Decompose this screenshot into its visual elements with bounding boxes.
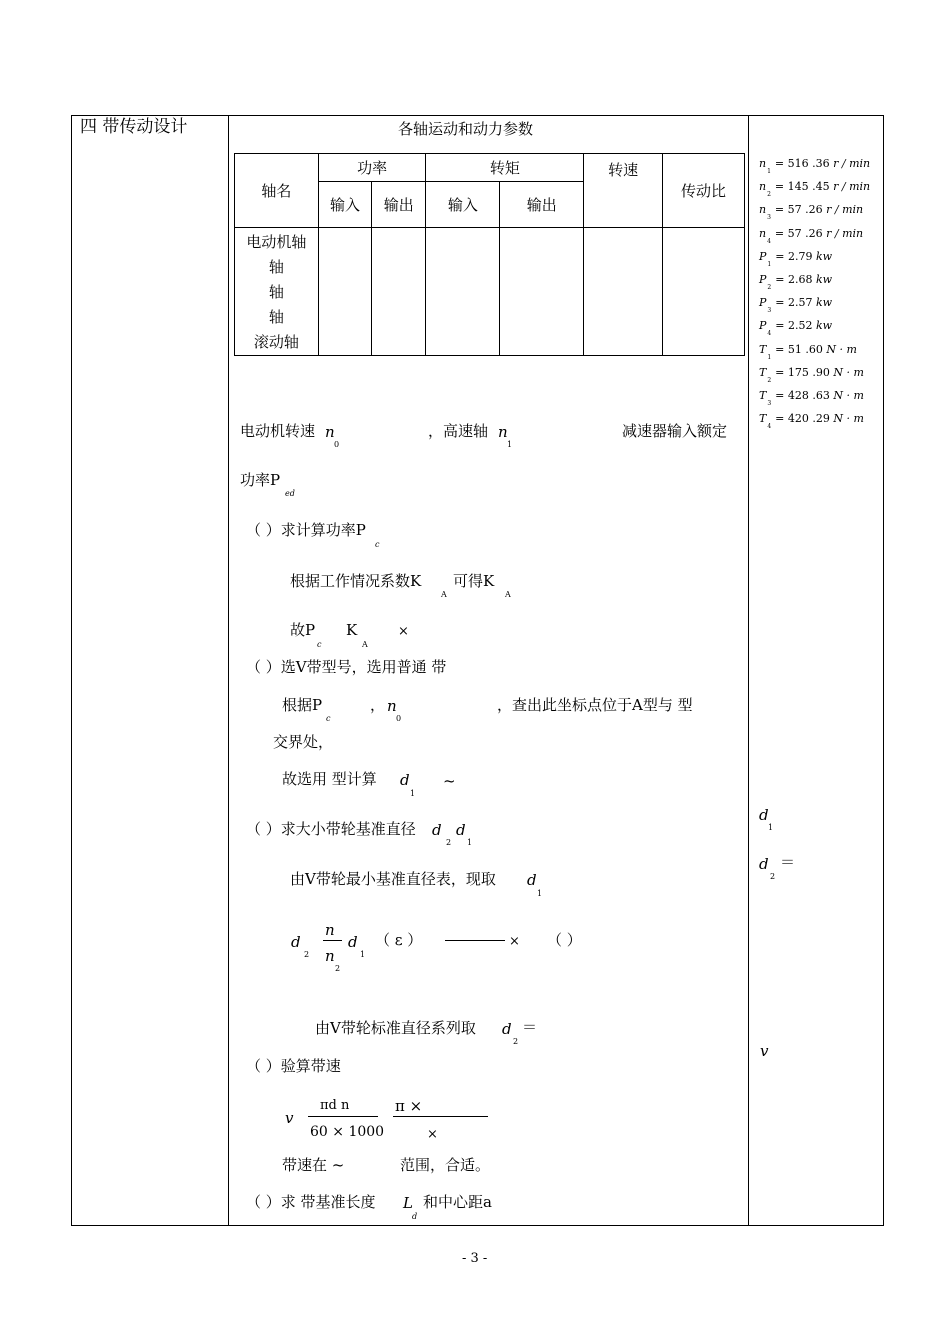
result-unit: N · m [833, 412, 864, 426]
result-unit: kw [815, 319, 833, 333]
fraction-bar [393, 1116, 488, 1117]
header-torque-in: 输入 [426, 182, 500, 228]
step-4-a2: 范围，合适。 [400, 1156, 491, 1174]
subscript: 2 [446, 838, 452, 847]
result-row [759, 157, 871, 175]
symbol-n: n [325, 947, 335, 965]
result-row [759, 342, 857, 361]
table-cell [318, 228, 371, 356]
result-subscript: 4 [767, 423, 772, 431]
subscript: ed [285, 489, 295, 498]
header-power-in: 输入 [318, 182, 371, 228]
result-value: = 51 .60 [775, 342, 827, 356]
header-axis: 轴名 [235, 154, 319, 228]
step-1: （ ）求计算功率P [246, 521, 366, 539]
symbol-d: d [432, 821, 442, 839]
axis-name-cell [235, 228, 319, 356]
result-value: = 2.52 [775, 319, 816, 333]
formula-paren: （ ） [547, 931, 582, 949]
result-subscript: 2 [767, 376, 772, 384]
step-2-a: 根据P [282, 696, 323, 714]
symbol-n: n [325, 921, 335, 939]
step-2: （ ）选V带型号，选用普通 带 [246, 658, 447, 676]
step-2-a3: ，查出此坐标点位于A型与 型 [497, 696, 693, 714]
subscript: 2 [304, 950, 310, 959]
step-4-a: 带速在 ~ [282, 1156, 345, 1174]
subscript: 1 [467, 838, 473, 847]
result-symbol: P [759, 319, 767, 333]
fraction-bar [445, 940, 505, 941]
result-symbol: n [759, 157, 767, 170]
step-1-a2: 可得K [453, 572, 495, 590]
table-cell [372, 228, 426, 356]
header-ratio: 传动比 [663, 154, 745, 228]
symbol-d: d [348, 933, 358, 951]
line-high-speed: ，高速轴 [428, 422, 489, 440]
result-unit: N · m [833, 389, 864, 402]
result-unit: kw [815, 273, 833, 286]
formula-epsilon: （ ε ） [375, 931, 423, 949]
result-subscript: 1 [767, 353, 772, 361]
result-value: = 516 .36 [774, 157, 834, 170]
times-sign: × [427, 1127, 438, 1142]
step-3-a: 由V带轮最小基准直径表，现取 [290, 870, 496, 888]
result-unit: r / min [826, 226, 864, 240]
result-subscript: 4 [767, 330, 772, 338]
step-5: （ ）求 带基准长度 [246, 1193, 376, 1211]
table-cell [584, 228, 663, 356]
result-value: = 420 .29 [775, 412, 834, 426]
step-2-c: 故选用 型计算 [282, 770, 377, 788]
equals-sign: ＝ [780, 853, 796, 871]
result-value: = 2.79 [775, 249, 816, 263]
subscript: 0 [334, 440, 340, 449]
formula-v-denominator: 60 × 1000 [310, 1124, 385, 1140]
result-unit: r / min [833, 180, 871, 194]
result-d2-label: d [759, 855, 769, 873]
symbol-d: d [400, 771, 410, 789]
result-symbol: n [759, 180, 767, 194]
subscript: 2 [770, 872, 776, 881]
result-symbol: n [759, 203, 767, 217]
times-sign: × [509, 934, 520, 949]
result-unit: kw [815, 296, 833, 310]
result-subscript: 4 [767, 237, 771, 245]
step-5-b: 和中心距a [423, 1193, 492, 1211]
section-title: 四 带传动设计 [80, 117, 188, 137]
result-unit: r / min [833, 157, 871, 170]
formula-pi: π × [395, 1097, 423, 1115]
result-row [759, 203, 864, 222]
equals-sign: ＝ [522, 1018, 538, 1036]
subscript: c [317, 640, 322, 649]
result-unit: r / min [826, 203, 864, 217]
result-row [759, 226, 864, 245]
result-unit: kw [815, 249, 833, 263]
result-symbol: T [759, 365, 767, 379]
subscript: 1 [360, 950, 366, 959]
result-v-label: v [760, 1042, 769, 1060]
page-number: - 3 - [462, 1251, 488, 1266]
header-torque-out: 输出 [500, 182, 584, 228]
symbol-v: v [285, 1109, 294, 1127]
axis-row-name: 滚动轴 [253, 333, 299, 351]
step-3: （ ）求大小带轮基准直径 [246, 820, 416, 838]
result-subscript: 3 [767, 307, 772, 315]
subscript: A [505, 590, 511, 599]
result-subscript: 1 [767, 168, 771, 175]
axis-row-name: 电动机轴 [246, 233, 307, 251]
result-symbol: P [759, 273, 767, 286]
subscript: 1 [537, 889, 543, 898]
result-symbol: P [759, 249, 767, 263]
subscript: 2 [335, 964, 341, 973]
symbol-d: d [456, 821, 466, 839]
step-1-b2: K [346, 621, 358, 639]
result-subscript: 3 [767, 400, 772, 407]
tilde: ~ [443, 772, 456, 790]
line-rated-input: 减速器输入额定 [622, 422, 728, 440]
header-power: 功率 [318, 154, 426, 182]
subscript: d [412, 1212, 418, 1221]
line-rated-power: 功率P [240, 471, 281, 489]
axis-row-name: 轴 [268, 308, 284, 326]
subscript: 1 [507, 440, 513, 449]
result-symbol: P [759, 296, 767, 310]
subscript: 0 [396, 714, 402, 723]
symbol-d: d [291, 933, 301, 951]
table-cell [500, 228, 584, 356]
subscript: A [362, 640, 368, 649]
times-sign: × [398, 624, 409, 639]
axis-row-name: 轴 [268, 283, 284, 301]
symbol-n: n [387, 697, 397, 715]
step-1-b: 故P [290, 621, 316, 639]
result-subscript: 2 [767, 284, 772, 291]
result-value: = 145 .45 [774, 180, 834, 194]
result-row [759, 389, 864, 407]
subscript: c [326, 714, 331, 723]
fraction-bar [308, 1116, 378, 1117]
subscript: 1 [410, 789, 416, 798]
subscript: c [375, 540, 380, 549]
step-2-b: 交界处， [273, 733, 334, 751]
header-torque: 转矩 [426, 154, 584, 182]
table-cell [663, 228, 745, 356]
header-speed: 转速 [584, 154, 663, 228]
result-row [759, 180, 871, 199]
result-symbol: T [759, 389, 767, 402]
result-row [759, 319, 833, 338]
result-value: = 57 .26 [774, 226, 827, 240]
table-caption: 各轴运动和动力参数 [398, 120, 534, 138]
result-symbol: n [759, 226, 767, 240]
step-4: （ ）验算带速 [246, 1057, 341, 1075]
result-value: = 2.57 [775, 296, 816, 310]
subscript: A [441, 590, 447, 599]
result-symbol: T [759, 412, 767, 426]
parameter-table [234, 153, 745, 356]
result-unit: N · m [833, 365, 864, 379]
symbol-n: n [325, 423, 335, 441]
result-value: = 428 .63 [775, 389, 834, 402]
step-1-a: 根据工作情况系数K [290, 572, 422, 590]
result-subscript: 3 [767, 214, 771, 222]
result-unit: N · m [826, 342, 857, 356]
column-divider-right [748, 115, 749, 1226]
result-value: = 2.68 [775, 273, 816, 286]
result-row [759, 412, 864, 431]
header-power-out: 输出 [372, 182, 426, 228]
result-d1-label: d [759, 806, 769, 824]
axis-row-name: 轴 [268, 258, 284, 276]
result-subscript: 2 [767, 191, 771, 199]
subscript: 1 [768, 823, 774, 832]
formula-v-numerator: πd n [320, 1098, 350, 1113]
result-value: = 175 .90 [775, 365, 834, 379]
result-row [759, 296, 833, 315]
symbol-d: d [502, 1020, 512, 1038]
step-3-b: 由V带轮标准直径系列取 [315, 1019, 476, 1037]
table-cell [426, 228, 500, 356]
subscript: 2 [513, 1037, 519, 1046]
column-divider-left [228, 115, 229, 1226]
symbol-d: d [527, 871, 537, 889]
symbol-n: n [498, 423, 508, 441]
result-row [759, 365, 864, 384]
result-row [759, 273, 833, 291]
result-row [759, 249, 833, 268]
result-symbol: T [759, 342, 767, 356]
result-subscript: 1 [767, 260, 772, 268]
step-2-a2: ， [370, 696, 386, 714]
line-motor-speed: 电动机转速 [240, 422, 316, 440]
symbol-L: L [403, 1194, 413, 1212]
fraction-bar [323, 940, 342, 941]
result-value: = 57 .26 [774, 203, 827, 217]
